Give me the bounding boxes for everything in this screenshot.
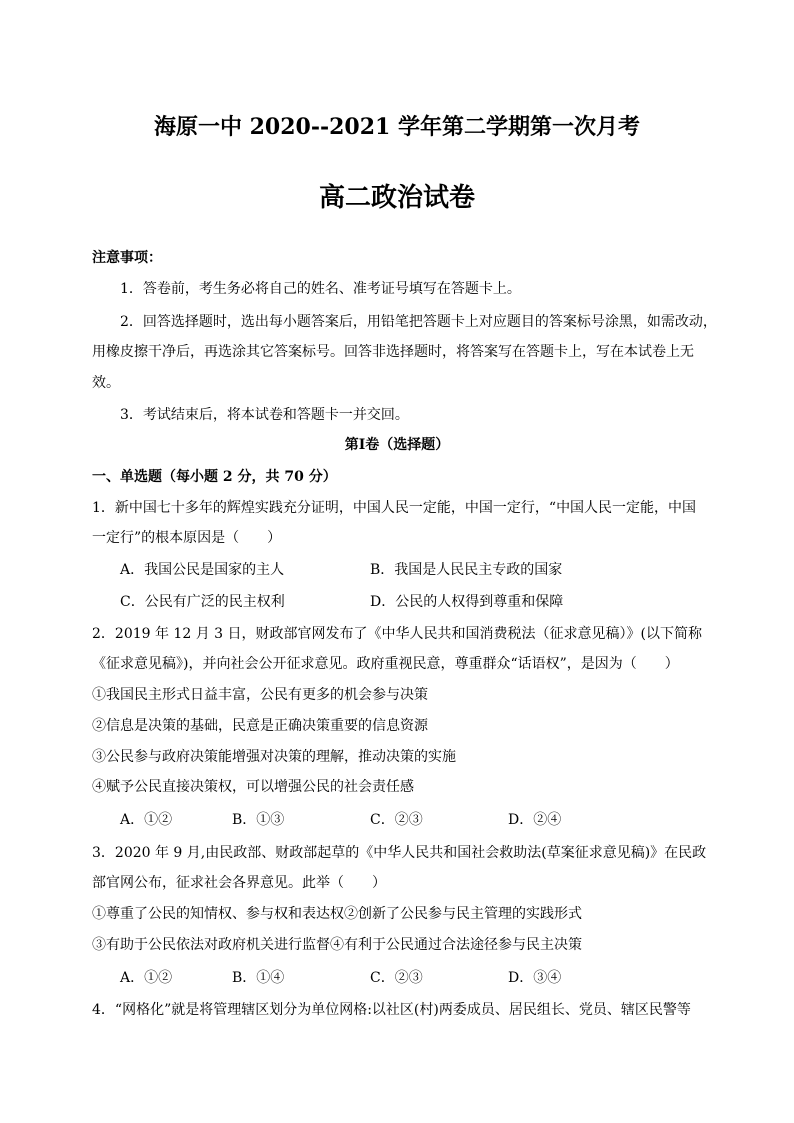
question-2-stem-line-1: 2．2019 年 12 月 3 日，财政部官网发布了《中华人民共和国消费税法（征求意见稿）》(以下简称	[92, 626, 702, 642]
part-heading: 一、单选题（每小题 2 分，共 70 分）	[92, 469, 337, 485]
question-2-option-c: C．②③	[370, 812, 423, 828]
question-2-statement-4: ④赋予公民直接决策权，可以增强公民的社会责任感	[92, 779, 414, 795]
question-3-statements-3-4: ③有助于公民依法对政府机关进行监督④有利于公民通过合法途径参与民主决策	[92, 937, 582, 953]
question-1-option-a: A．我国公民是国家的主人	[120, 562, 285, 578]
question-3-stem-line-2: 部官网公布，征求社会各界意见。此举（ ）	[92, 875, 386, 891]
volume-heading: 第Ⅰ卷（选择题）	[344, 437, 450, 453]
note-item-3: 3．考试结束后，将本试卷和答题卡一并交回。	[120, 407, 409, 423]
question-1-stem-line-1: 1．新中国七十多年的辉煌实践充分证明，中国人民一定能，中国一定行，“中国人民一定能，中国	[92, 500, 697, 516]
question-3-option-d: D．③④	[508, 970, 562, 986]
question-3-statements-1-2: ①尊重了公民的知情权、参与权和表达权②创新了公民参与民主管理的实践形式	[92, 906, 582, 922]
note-item-2-line-1: 2．回答选择题时，选出每小题答案后，用铅笔把答题卡上对应题目的答案标号涂黑，如需改动，	[120, 314, 717, 330]
notes-heading: 注意事项：	[92, 250, 162, 266]
question-4-stem-line-1: 4．“网格化”就是将管理辖区划分为单位网格:以社区(村)两委成员、居民组长、党员、辖区民警等	[92, 1002, 691, 1018]
note-item-2-line-2: 用橡皮擦干净后，再选涂其它答案标号。回答非选择题时，将答案写在答题卡上，写在本试卷上无	[92, 344, 694, 360]
exam-title: 海原一中 2020--2021 学年第二学期第一次月考	[153, 114, 641, 140]
question-1-option-d: D．公民的人权得到尊重和保障	[370, 594, 564, 610]
question-2-option-b: B．①③	[232, 812, 285, 828]
question-2-statement-3: ③公民参与政府决策能增强对决策的理解，推动决策的实施	[92, 749, 456, 765]
question-3-option-c: C．②③	[370, 970, 423, 986]
question-3-option-b: B．①④	[232, 970, 285, 986]
question-2-statement-2: ②信息是决策的基础，民意是正确决策重要的信息资源	[92, 718, 428, 734]
question-2-statement-1: ①我国民主形式日益丰富，公民有更多的机会参与决策	[92, 687, 428, 703]
question-2-option-a: A．①②	[120, 812, 173, 828]
question-3-option-a: A．①②	[120, 970, 173, 986]
question-2-stem-line-2: 《征求意见稿》)，并向社会公开征求意见。政府重视民意，尊重群众“话语权”，是因为（ ）	[92, 656, 679, 672]
question-3-stem-line-1: 3．2020 年 9 月,由民政部、财政部起草的《中华人民共和国社会救助法(草案征求意见稿)》在民政	[92, 845, 707, 861]
question-1-stem-line-2: 一定行”的根本原因是（ ）	[92, 530, 282, 546]
note-item-1: 1．答卷前，考生务必将自己的姓名、准考证号填写在答题卡上。	[120, 281, 521, 297]
question-1-option-c: C．公民有广泛的民主权利	[120, 594, 285, 610]
question-2-option-d: D．②④	[508, 812, 562, 828]
question-1-option-b: B．我国是人民民主专政的国家	[370, 562, 563, 578]
note-item-2-line-3: 效。	[92, 375, 120, 391]
exam-subtitle: 高二政治试卷	[318, 183, 475, 213]
